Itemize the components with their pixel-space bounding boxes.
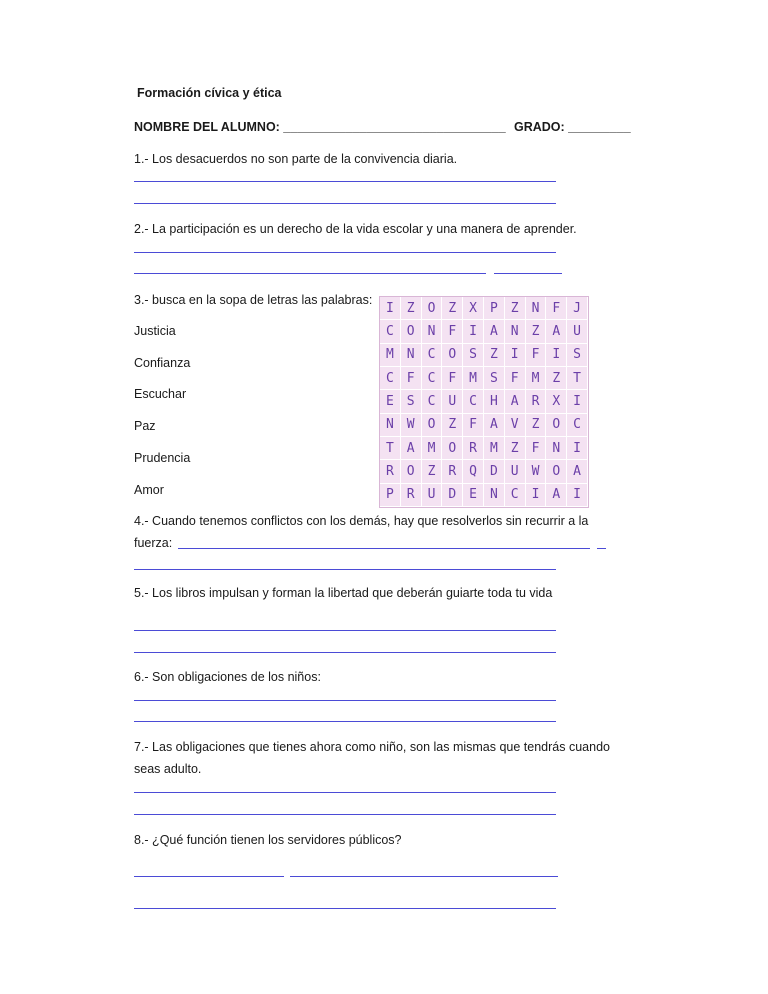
word-search-cell[interactable]: A xyxy=(484,414,505,437)
word-search-cell[interactable]: F xyxy=(505,367,526,390)
word-search-cell[interactable]: E xyxy=(463,484,484,507)
question-7-continued: seas adulto. xyxy=(134,762,202,776)
word-search-cell[interactable]: Z xyxy=(505,437,526,460)
word-search-cell[interactable]: D xyxy=(442,484,463,507)
word-search-cell[interactable]: N xyxy=(422,320,443,343)
word-search-cell[interactable]: R xyxy=(463,437,484,460)
question-4-continued: fuerza: xyxy=(134,536,173,550)
word-prudencia: Prudencia xyxy=(134,451,191,465)
answer-line-2a[interactable] xyxy=(134,252,556,253)
word-search-cell[interactable]: C xyxy=(422,344,443,367)
word-search-cell[interactable]: A xyxy=(546,320,567,343)
answer-line-8b[interactable] xyxy=(290,876,558,877)
question-5: 5.- Los libros impulsan y forman la libertad que deberán guiarte toda tu vida xyxy=(134,586,553,600)
word-search-cell[interactable]: N xyxy=(526,297,547,320)
word-search-grid[interactable] xyxy=(379,296,589,508)
word-search-cell[interactable]: Z xyxy=(401,297,422,320)
word-search-cell[interactable]: C xyxy=(422,367,443,390)
word-search-cell[interactable]: Z xyxy=(546,367,567,390)
word-search-cell[interactable]: C xyxy=(567,414,588,437)
word-search-cell[interactable]: A xyxy=(505,390,526,413)
word-search-cell[interactable]: P xyxy=(380,484,401,507)
word-search-cell[interactable]: R xyxy=(380,460,401,483)
answer-line-6b[interactable] xyxy=(134,721,556,722)
word-justicia: Justicia xyxy=(134,324,176,338)
word-search-cell[interactable]: D xyxy=(484,460,505,483)
word-search-cell[interactable]: M xyxy=(484,437,505,460)
word-search-cell[interactable]: E xyxy=(380,390,401,413)
word-search-cell[interactable]: F xyxy=(526,437,547,460)
answer-line-7a[interactable] xyxy=(134,792,556,793)
question-2: 2.- La participación es un derecho de la vida escolar y una manera de aprender. xyxy=(134,222,577,236)
question-3: 3.- busca en la sopa de letras las palabras: xyxy=(134,293,373,307)
word-search-cell[interactable]: J xyxy=(567,297,588,320)
question-6: 6.- Son obligaciones de los niños: xyxy=(134,670,321,684)
word-search-cell[interactable]: I xyxy=(463,320,484,343)
question-1: 1.- Los desacuerdos no son parte de la convivencia diaria. xyxy=(134,152,458,166)
word-search-cell[interactable]: I xyxy=(380,297,401,320)
word-search-cell[interactable]: C xyxy=(380,320,401,343)
answer-line-5b[interactable] xyxy=(134,652,556,653)
word-search-cell[interactable]: F xyxy=(463,414,484,437)
word-search-cell[interactable]: F xyxy=(442,320,463,343)
answer-line-2c[interactable] xyxy=(494,273,562,274)
question-7: 7.- Las obligaciones que tienes ahora como niño, son las mismas que tendrás cuando xyxy=(134,740,610,754)
word-search-cell[interactable]: S xyxy=(463,344,484,367)
word-search-cell[interactable]: N xyxy=(505,320,526,343)
word-search-cell[interactable]: U xyxy=(567,320,588,343)
word-search-cell[interactable]: S xyxy=(484,367,505,390)
word-search-cell[interactable]: Z xyxy=(442,297,463,320)
word-search-cell[interactable]: U xyxy=(422,484,443,507)
word-confianza: Confianza xyxy=(134,356,191,370)
answer-line-1a[interactable] xyxy=(134,181,556,182)
word-search-cell[interactable]: A xyxy=(546,484,567,507)
word-search-cell[interactable]: R xyxy=(526,390,547,413)
word-search-cell[interactable]: Z xyxy=(422,460,443,483)
word-search-cell[interactable]: Z xyxy=(505,297,526,320)
word-search-cell[interactable]: O xyxy=(546,460,567,483)
answer-line-5a[interactable] xyxy=(134,630,556,631)
grade-field[interactable]: GRADO: _________ xyxy=(514,120,631,134)
word-search-cell[interactable]: Z xyxy=(526,414,547,437)
word-search-cell[interactable]: F xyxy=(546,297,567,320)
word-search-cell[interactable]: C xyxy=(380,367,401,390)
answer-line-8a[interactable] xyxy=(134,876,284,877)
question-4: 4.- Cuando tenemos conflictos con los demás, hay que resolverlos sin recurrir a la xyxy=(134,514,589,528)
word-search-cell[interactable]: V xyxy=(505,414,526,437)
word-search-cell[interactable]: I xyxy=(546,344,567,367)
word-search-cell[interactable]: A xyxy=(484,320,505,343)
word-search-cell[interactable]: S xyxy=(401,390,422,413)
answer-line-2b[interactable] xyxy=(134,273,486,274)
answer-line-4a[interactable] xyxy=(178,548,590,549)
word-search-cell[interactable]: S xyxy=(567,344,588,367)
word-search-cell[interactable]: A xyxy=(401,437,422,460)
word-search-cell[interactable]: U xyxy=(442,390,463,413)
word-search-cell[interactable]: X xyxy=(463,297,484,320)
word-search-cell[interactable]: I xyxy=(567,390,588,413)
word-search-cell[interactable]: I xyxy=(505,344,526,367)
word-search-cell[interactable]: P xyxy=(484,297,505,320)
word-search-cell[interactable]: R xyxy=(442,460,463,483)
word-paz: Paz xyxy=(134,419,156,433)
word-search-cell[interactable]: M xyxy=(422,437,443,460)
word-search-cell[interactable]: Z xyxy=(442,414,463,437)
question-8: 8.- ¿Qué función tienen los servidores públicos? xyxy=(134,833,402,847)
word-search-cell[interactable]: T xyxy=(567,367,588,390)
word-search-cell[interactable]: Z xyxy=(526,320,547,343)
word-search-cell[interactable]: I xyxy=(526,484,547,507)
answer-line-1b[interactable] xyxy=(134,203,556,204)
word-search-cell[interactable]: O xyxy=(422,297,443,320)
word-search-cell[interactable]: C xyxy=(422,390,443,413)
word-search-cell[interactable]: F xyxy=(442,367,463,390)
word-search-cell[interactable]: I xyxy=(567,437,588,460)
word-amor: Amor xyxy=(134,483,164,497)
word-search-cell[interactable]: X xyxy=(546,390,567,413)
word-search-cell[interactable]: O xyxy=(401,320,422,343)
word-search-cell[interactable]: H xyxy=(484,390,505,413)
answer-line-4c[interactable] xyxy=(134,569,556,570)
word-search-cell[interactable]: Q xyxy=(463,460,484,483)
word-search-cell[interactable]: O xyxy=(442,437,463,460)
word-search-cell[interactable]: N xyxy=(401,344,422,367)
answer-line-4b[interactable] xyxy=(597,548,606,549)
word-search-cell[interactable]: A xyxy=(567,460,588,483)
word-escuchar: Escuchar xyxy=(134,387,187,401)
word-search-cell[interactable]: N xyxy=(546,437,567,460)
word-search-cell[interactable]: T xyxy=(380,437,401,460)
word-search-cell[interactable]: W xyxy=(401,414,422,437)
word-search-cell[interactable]: C xyxy=(463,390,484,413)
word-search-cell[interactable]: N xyxy=(484,484,505,507)
word-search-cell[interactable]: O xyxy=(442,344,463,367)
word-search-cell[interactable]: Z xyxy=(484,344,505,367)
word-search-cell[interactable]: O xyxy=(422,414,443,437)
word-search-cell[interactable]: N xyxy=(380,414,401,437)
word-search-cell[interactable]: O xyxy=(401,460,422,483)
word-search-cell[interactable]: M xyxy=(526,367,547,390)
answer-line-7b[interactable] xyxy=(134,814,556,815)
word-search-cell[interactable]: F xyxy=(401,367,422,390)
word-search-cell[interactable]: I xyxy=(567,484,588,507)
word-search-cell[interactable]: U xyxy=(505,460,526,483)
word-search-cell[interactable]: M xyxy=(463,367,484,390)
word-search-cell[interactable]: C xyxy=(505,484,526,507)
word-search-cell[interactable]: O xyxy=(546,414,567,437)
word-search-cell[interactable]: R xyxy=(401,484,422,507)
answer-line-8c[interactable] xyxy=(134,908,556,909)
word-search-cell[interactable]: M xyxy=(380,344,401,367)
word-search-cell[interactable]: W xyxy=(526,460,547,483)
worksheet-title: Formación cívica y ética xyxy=(137,86,282,100)
word-search-cell[interactable]: F xyxy=(526,344,547,367)
answer-line-6a[interactable] xyxy=(134,700,556,701)
student-name-field[interactable]: NOMBRE DEL ALUMNO: ________________________________ xyxy=(134,120,506,134)
